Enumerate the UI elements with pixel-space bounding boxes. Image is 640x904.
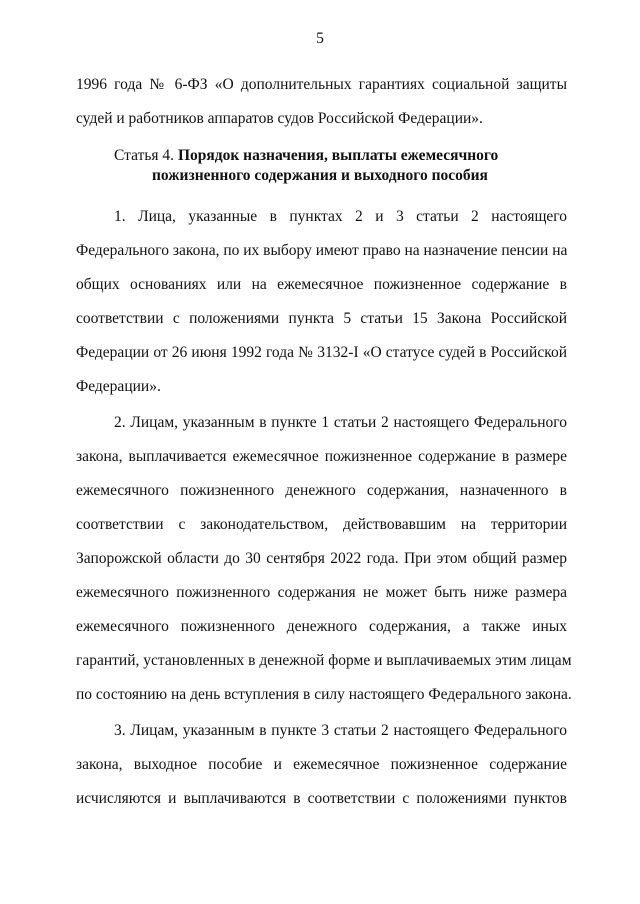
text-line: гарантий, установленных в денежной форме и выплачиваемых этим лицам [76,652,572,669]
text-line: 1996 года № 6-ФЗ «О дополнительных гарантиях социальной защиты [76,76,567,93]
paragraph-3 [76,714,567,816]
text-line: 2. Лицам, указанным в пункте 1 статьи 2 настоящего Федерального [114,414,567,431]
article-label: Статья 4. [114,147,175,164]
article-heading [76,146,567,186]
text-line: ежемесячного пожизненного денежного содержания, назначенного в [76,482,567,499]
text-line: 1. Лица, указанные в пунктах 2 и 3 статьи 2 настоящего [114,208,567,225]
text-line: по состоянию на день вступления в силу настоящего Федерального закона. [76,686,572,703]
article-title-part1: Порядок назначения, выплаты ежемесячного [177,147,499,164]
text-line: соответствии с законодательством, действовавшим на территории [76,516,567,533]
text-line: Федерации». [76,378,161,395]
text-line: Федерации от 26 июня 1992 года № 3132-I «О статусе судей в Российской [76,344,567,361]
text-line: Федерального закона, по их выбору имеют право на назначение пенсии на [76,242,568,259]
intro-paragraph [76,68,567,136]
text-line: закона, выплачивается ежемесячное пожизненное содержание в размере [76,448,567,465]
paragraph-2 [76,406,572,712]
text-line: общих основаниях или на ежемесячное пожизненное содержание в [76,276,567,293]
text-line: ежемесячного пожизненного содержания не может быть ниже размера [76,584,567,601]
document-body [76,68,572,816]
paragraph-1 [76,200,567,404]
text-line: исчисляются и выплачиваются в соответствии с положениями пунктов [76,790,567,807]
text-line: ежемесячного пожизненного денежного содержания, а также иных [76,618,567,635]
text-line: судей и работников аппаратов судов Российской Федерации». [76,110,483,127]
text-line: соответствии с положениями пункта 5 статьи 15 Закона Российской [76,310,567,327]
text-line: Запорожской области до 30 сентября 2022 года. При этом общий размер [76,550,567,567]
page-number: 5 [316,30,324,47]
article-heading-line [76,146,567,166]
text-line: 3. Лицам, указанным в пункте 3 статьи 2 настоящего Федерального [114,722,567,739]
article-title-part2: пожизненного содержания и выходного пособия [152,167,488,184]
text-line: закона, выходное пособие и ежемесячное пожизненное содержание [76,756,567,773]
